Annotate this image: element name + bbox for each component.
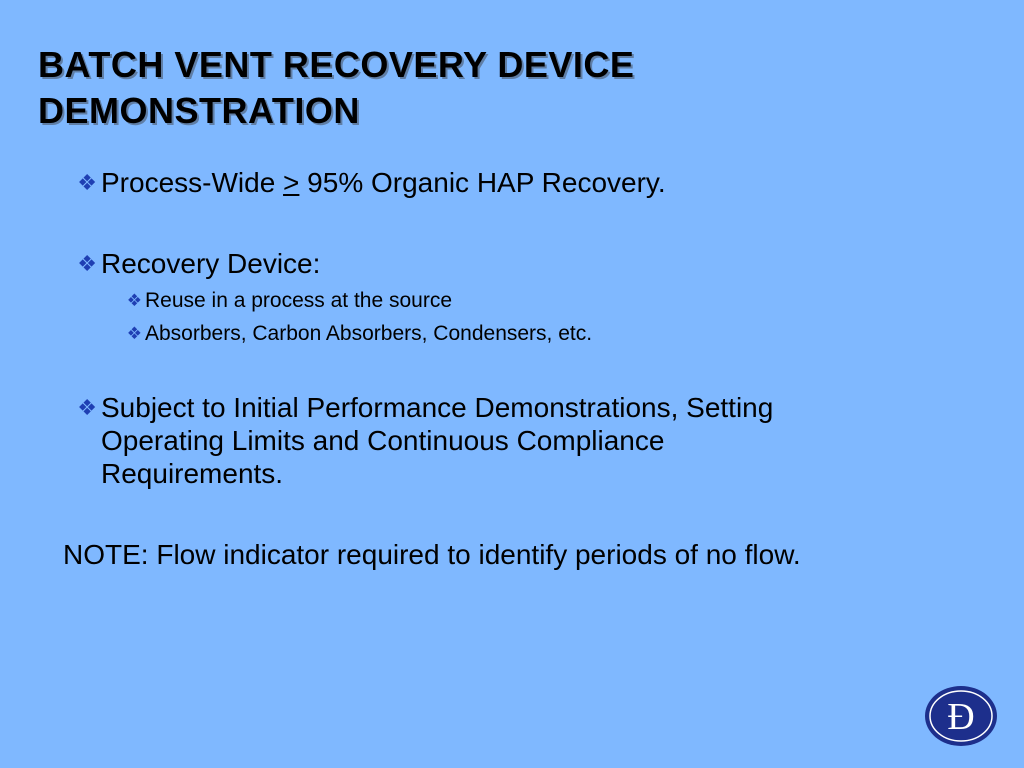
title-line-2: DEMONSTRATION — [38, 90, 360, 131]
four-diamond-bullet-icon: ❖ — [126, 324, 142, 343]
company-logo — [924, 685, 998, 747]
bullet-text-post: 95% Organic HAP Recovery. — [299, 167, 666, 198]
bullet-recovery-device — [63, 247, 320, 280]
subbullet-text: Reuse in a process at the source — [145, 289, 453, 312]
four-diamond-bullet-icon: ❖ — [77, 170, 97, 195]
four-diamond-bullet-icon: ❖ — [126, 291, 142, 310]
logo-letter: Ɖ — [947, 696, 975, 738]
title-line-1: BATCH VENT RECOVERY DEVICE — [38, 44, 635, 85]
four-diamond-bullet-icon: ❖ — [77, 251, 97, 276]
bullet-line-1: Subject to Initial Performance Demonstrations, Setting — [101, 392, 774, 423]
subbullet-reuse — [117, 284, 452, 317]
bullet-text — [101, 166, 666, 199]
bullet-line-3: Requirements. — [101, 458, 284, 489]
subbullet-text: Absorbers, Carbon Absorbers, Condensers, etc. — [145, 322, 593, 345]
bullet-text — [101, 391, 773, 490]
note-text: NOTE: Flow indicator required to identify periods of no flow. — [63, 539, 801, 570]
bullet-process-wide — [63, 166, 666, 199]
greater-equal-symbol: > — [283, 167, 300, 198]
bullet-text: Recovery Device: — [101, 248, 321, 279]
bullet-line-2: Operating Limits and Continuous Compliance — [101, 425, 665, 456]
bullet-subject-to — [63, 391, 773, 490]
slide-title — [38, 42, 634, 134]
subbullet-absorbers — [117, 317, 592, 350]
bullet-text-pre: Process-Wide — [101, 167, 284, 198]
four-diamond-bullet-icon: ❖ — [77, 395, 97, 420]
